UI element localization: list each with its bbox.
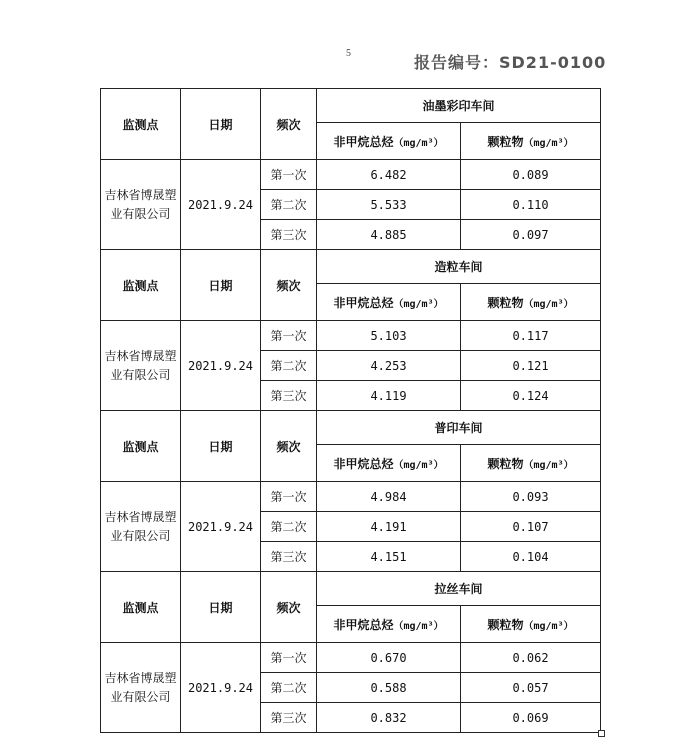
unit-label: （mg/m³） <box>523 620 574 632</box>
particulate-label: 颗粒物 <box>487 134 524 149</box>
frequency-cell: 第三次 <box>261 703 317 733</box>
nmhc-value: 4.191 <box>317 512 461 542</box>
particulate-label: 颗粒物 <box>487 617 524 632</box>
nmhc-value: 4.885 <box>317 220 461 250</box>
particulate-value: 0.121 <box>461 351 601 381</box>
sample-date: 2021.9.24 <box>181 160 261 250</box>
nmhc-value: 5.533 <box>317 190 461 220</box>
col-header-nmhc <box>317 445 461 482</box>
section-header-row <box>101 250 601 284</box>
frequency-cell: 第三次 <box>261 542 317 572</box>
site-name: 吉林省博晟塑业有限公司 <box>101 482 181 572</box>
col-header-nmhc <box>317 284 461 321</box>
unit-label: （mg/m³） <box>393 137 444 149</box>
col-header-site: 监测点 <box>101 572 181 643</box>
sample-date: 2021.9.24 <box>181 321 261 411</box>
unit-label: （mg/m³） <box>393 298 444 310</box>
section-header-row <box>101 411 601 445</box>
col-header-frequency: 频次 <box>261 411 317 482</box>
particulate-value: 0.104 <box>461 542 601 572</box>
col-header-frequency: 频次 <box>261 572 317 643</box>
nmhc-value: 0.832 <box>317 703 461 733</box>
sample-date: 2021.9.24 <box>181 643 261 733</box>
frequency-cell: 第一次 <box>261 160 317 190</box>
unit-label: （mg/m³） <box>393 459 444 471</box>
particulate-label: 颗粒物 <box>487 295 524 310</box>
nmhc-label: 非甲烷总烃 <box>333 617 394 632</box>
col-header-particulate <box>461 123 601 160</box>
particulate-value: 0.110 <box>461 190 601 220</box>
workshop-title: 油墨彩印车间 <box>317 89 601 123</box>
section-header-row <box>101 89 601 123</box>
page-number: 5 <box>346 48 351 59</box>
site-name: 吉林省博晟塑业有限公司 <box>101 321 181 411</box>
col-header-date: 日期 <box>181 572 261 643</box>
particulate-value: 0.117 <box>461 321 601 351</box>
col-header-frequency: 频次 <box>261 89 317 160</box>
report-number: 报告编号：SD21-0100 <box>414 53 607 72</box>
nmhc-value: 4.253 <box>317 351 461 381</box>
nmhc-value: 6.482 <box>317 160 461 190</box>
col-header-site: 监测点 <box>101 250 181 321</box>
frequency-cell: 第一次 <box>261 643 317 673</box>
sample-date: 2021.9.24 <box>181 482 261 572</box>
col-header-site: 监测点 <box>101 89 181 160</box>
particulate-label: 颗粒物 <box>487 456 524 471</box>
unit-label: （mg/m³） <box>523 298 574 310</box>
frequency-cell: 第一次 <box>261 321 317 351</box>
workshop-title: 拉丝车间 <box>317 572 601 606</box>
particulate-value: 0.124 <box>461 381 601 411</box>
frequency-cell: 第一次 <box>261 482 317 512</box>
nmhc-label: 非甲烷总烃 <box>333 456 394 471</box>
frequency-cell: 第三次 <box>261 220 317 250</box>
nmhc-value: 4.119 <box>317 381 461 411</box>
col-header-site: 监测点 <box>101 411 181 482</box>
frequency-cell: 第二次 <box>261 190 317 220</box>
unit-label: （mg/m³） <box>393 620 444 632</box>
table-row <box>101 160 601 190</box>
nmhc-value: 5.103 <box>317 321 461 351</box>
unit-label: （mg/m³） <box>523 459 574 471</box>
site-name: 吉林省博晟塑业有限公司 <box>101 643 181 733</box>
particulate-value: 0.097 <box>461 220 601 250</box>
particulate-value: 0.062 <box>461 643 601 673</box>
unit-label: （mg/m³） <box>523 137 574 149</box>
section-header-row <box>101 572 601 606</box>
nmhc-value: 4.151 <box>317 542 461 572</box>
nmhc-value: 4.984 <box>317 482 461 512</box>
site-name: 吉林省博晟塑业有限公司 <box>101 160 181 250</box>
col-header-particulate <box>461 445 601 482</box>
table-row <box>101 643 601 673</box>
nmhc-value: 0.670 <box>317 643 461 673</box>
table-row <box>101 482 601 512</box>
col-header-nmhc <box>317 606 461 643</box>
monitoring-results-table <box>100 88 601 733</box>
col-header-frequency: 频次 <box>261 250 317 321</box>
workshop-title: 普印车间 <box>317 411 601 445</box>
col-header-nmhc <box>317 123 461 160</box>
particulate-value: 0.093 <box>461 482 601 512</box>
frequency-cell: 第二次 <box>261 673 317 703</box>
frequency-cell: 第二次 <box>261 512 317 542</box>
col-header-particulate <box>461 606 601 643</box>
frequency-cell: 第三次 <box>261 381 317 411</box>
nmhc-label: 非甲烷总烃 <box>333 134 394 149</box>
nmhc-value: 0.588 <box>317 673 461 703</box>
nmhc-label: 非甲烷总烃 <box>333 295 394 310</box>
col-header-date: 日期 <box>181 250 261 321</box>
particulate-value: 0.089 <box>461 160 601 190</box>
col-header-date: 日期 <box>181 411 261 482</box>
particulate-value: 0.107 <box>461 512 601 542</box>
particulate-value: 0.057 <box>461 673 601 703</box>
table-row <box>101 321 601 351</box>
workshop-title: 造粒车间 <box>317 250 601 284</box>
col-header-particulate <box>461 284 601 321</box>
particulate-value: 0.069 <box>461 703 601 733</box>
frequency-cell: 第二次 <box>261 351 317 381</box>
col-header-date: 日期 <box>181 89 261 160</box>
page-corner-marker <box>598 730 605 737</box>
